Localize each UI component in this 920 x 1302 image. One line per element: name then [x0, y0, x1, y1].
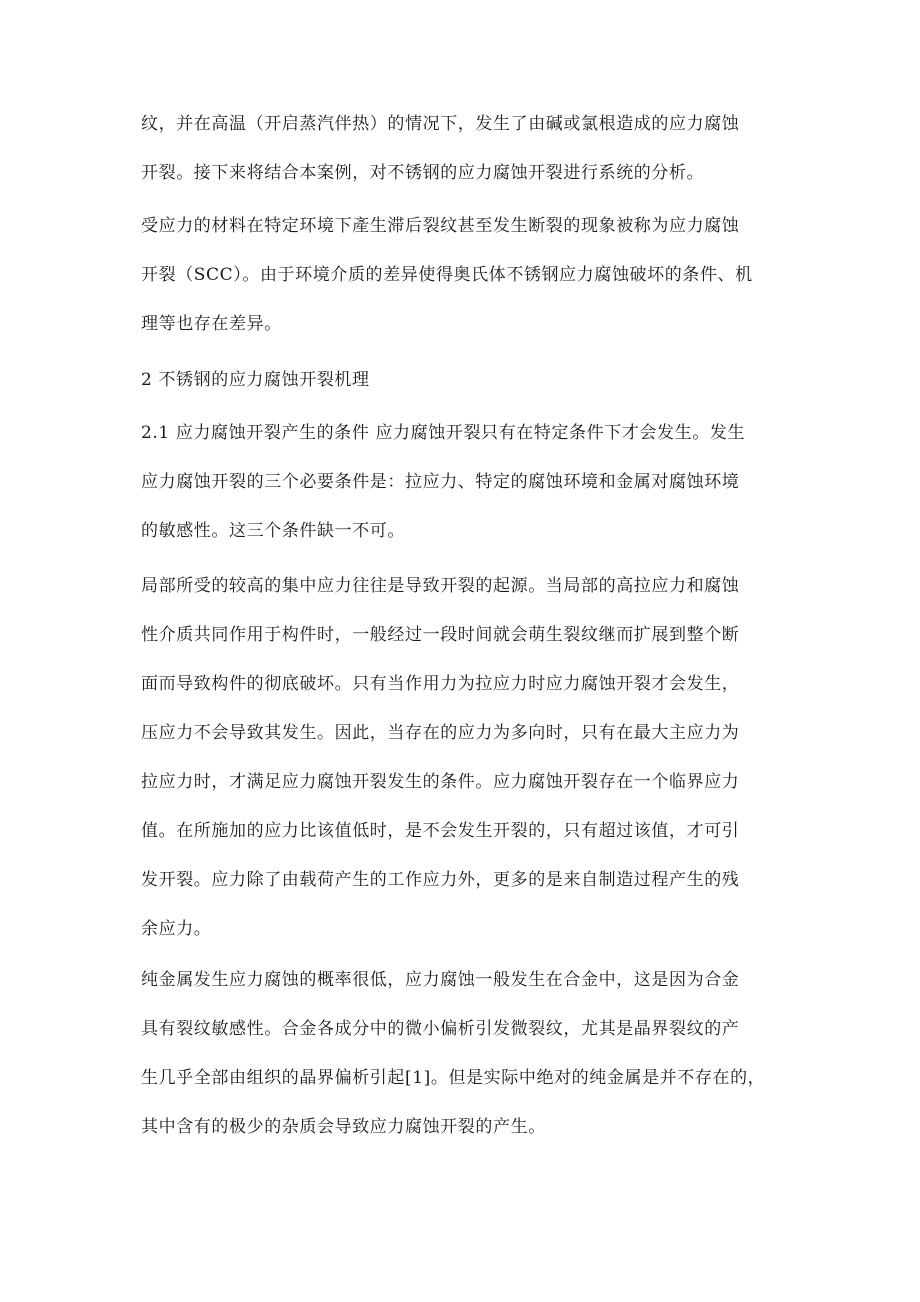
paragraph-conditions: [141, 422, 745, 542]
text-line: 纹，并在高温（开启蒸汽伴热）的情况下，发生了由碱或氯根造成的应力腐蚀: [141, 114, 740, 134]
text-line: 发开裂。应力除了由载荷产生的工作应力外，更多的是来自制造过程产生的残: [141, 870, 740, 890]
section-heading: [141, 369, 370, 391]
text-line: 理等也存在差异。: [141, 314, 282, 334]
text-line: 性介质共同作用于构件时，一般经过一段时间就会萌生裂纹继而扩展到整个断: [141, 625, 740, 645]
paragraph-scc-definition: [141, 215, 753, 335]
text-line: 局部所受的较高的集中应力往往是导致开裂的起源。当局部的高拉应力和腐蚀: [141, 576, 740, 596]
text-line: 其中含有的极少的杂质会导致应力腐蚀开裂的产生。: [141, 1117, 546, 1137]
text-line: 拉应力时，才满足应力腐蚀开裂发生的条件。应力腐蚀开裂存在一个临界应力: [141, 772, 740, 792]
text-line: 受应力的材料在特定环境下產生滞后裂纹甚至发生断裂的现象被称为应力腐蚀: [141, 216, 740, 236]
text-line: 面而导致构件的彻底破坏。只有当作用力为拉应力时应力腐蚀开裂才会发生，: [141, 674, 740, 694]
section-title: 2 不锈钢的应力腐蚀开裂机理: [141, 370, 370, 390]
text-line: 开裂（SCC）。由于环境介质的差异使得奥氏体不锈钢应力腐蚀破坏的条件、机: [141, 265, 753, 285]
text-line: 应力腐蚀开裂的三个必要条件是：拉应力、特定的腐蚀环境和金属对腐蚀环境: [141, 472, 740, 492]
text-line: 具有裂纹敏感性。合金各成分中的微小偏析引发微裂纹，尤其是晶界裂纹的产: [141, 1019, 740, 1039]
paragraph-pure-metals: [141, 969, 765, 1138]
paragraph-local-stress: [141, 575, 739, 940]
text-line: 2.1 应力腐蚀开裂产生的条件 应力腐蚀开裂只有在特定条件下才会发生。发生: [141, 423, 746, 443]
text-line: 的敏感性。这三个条件缺一不可。: [141, 521, 405, 541]
paragraph-continuation: [141, 113, 739, 184]
text-line: 开裂。接下来将结合本案例，对不锈钢的应力腐蚀开裂进行系统的分析。: [141, 163, 705, 183]
text-line: 值。在所施加的应力比该值低时，是不会发生开裂的，只有超过该值，才可引: [141, 821, 740, 841]
text-line: 纯金属发生应力腐蚀的概率很低，应力腐蚀一般发生在合金中，这是因为合金: [141, 970, 740, 990]
text-line: 压应力不会导致其发生。因此，当存在的应力为多向时，只有在最大主应力为: [141, 723, 740, 743]
text-line: 生几乎全部由组织的晶界偏析引起[1]。但是实际中绝对的纯金属是并不存在的，: [141, 1068, 766, 1088]
text-line: 余应力。: [141, 919, 212, 939]
